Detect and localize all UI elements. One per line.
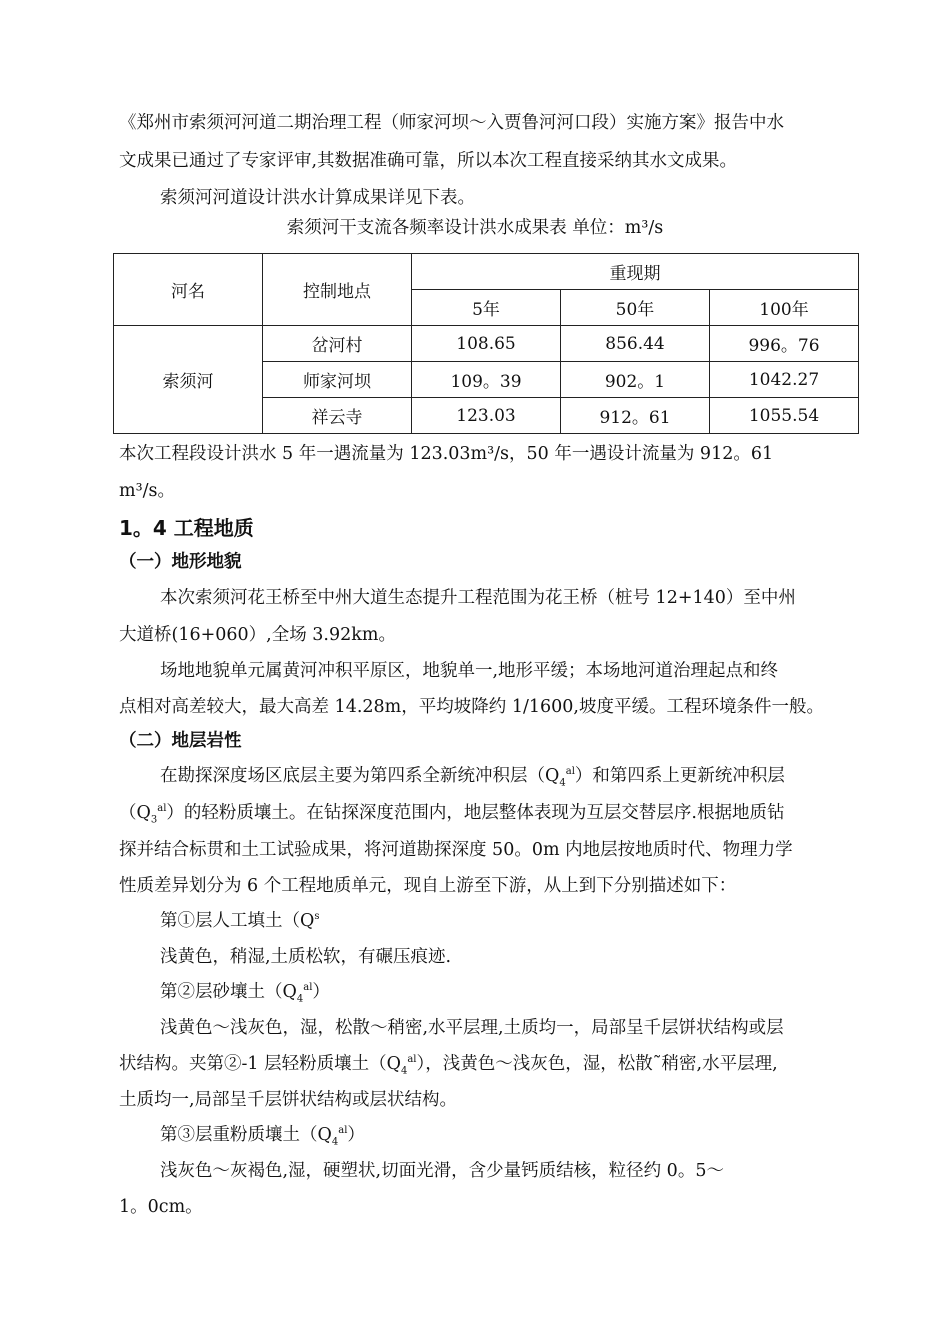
after-table-line-2: m³/s。 (119, 481, 175, 501)
flood-results-table (113, 253, 859, 434)
p50-cell: 856.44 (561, 326, 710, 362)
layer-2-desc: 状结构。夹第②-1 层轻粉质壤土$(Q_4^{al})$，浅黄色～浅灰色，湿，松散˜稍密,水平层理, (119, 1054, 778, 1077)
body-line: 大道桥(16+060）,全场 3.92km。 (119, 625, 396, 645)
body-line: 探并结合标贯和土工试验成果，将河道勘探深度 50。0m 内地层按地质时代、物理力学 (119, 840, 793, 860)
point-cell: 师家河坝 (263, 362, 412, 398)
p5-cell: 108.65 (412, 326, 561, 362)
body-line: 在勘探深度场区底层主要为第四系全新统冲积层$(Q_4^{al})$和第四系上更新统冲积层 (160, 766, 785, 789)
river-name-cell: 索须河 (114, 326, 263, 434)
header-p5: 5年 (412, 290, 561, 326)
intro-line-3: 索须河河道设计洪水计算成果详见下表。 (160, 188, 475, 208)
intro-line-1: 《郑州市索须河河道二期治理工程（师家河坝～入贾鲁河河口段）实施方案》报告中水 (119, 113, 784, 133)
layer-1-desc: 浅黄色，稍湿,土质松软，有碾压痕迹. (160, 947, 452, 967)
p50-cell: 912。61 (561, 398, 710, 434)
p100-cell: 1042.27 (710, 362, 859, 398)
p50-cell: 902。1 (561, 362, 710, 398)
body-line: 本次索须河花王桥至中州大道生态提升工程范围为花王桥（桩号 12+140）至中州 (160, 588, 796, 608)
p5-cell: 123.03 (412, 398, 561, 434)
table-caption: 索须河干支流各频率设计洪水成果表 单位：m³/s (286, 218, 664, 238)
layer-3-desc: 浅灰色～灰褐色,湿，硬塑状,切面光滑，含少量钙质结核，粒径约 0。5～ (160, 1161, 724, 1181)
point-cell: 祥云寺 (263, 398, 412, 434)
layer-2-desc: 土质均一,局部呈千层饼状结构或层状结构。 (119, 1090, 458, 1110)
after-table-line-1: 本次工程段设计洪水 5 年一遇流量为 123.03m³/s，50 年一遇设计流量为 912。61 (119, 444, 774, 464)
section-title: 1。4 工程地质 (119, 516, 254, 540)
subsection-title-1: （一）地形地貌 (119, 552, 242, 572)
body-line: 性质差异划分为 6 个工程地质单元，现自上游至下游，从上到下分别描述如下： (119, 876, 737, 896)
header-p50: 50年 (561, 290, 710, 326)
p100-cell: 996。76 (710, 326, 859, 362)
p5-cell: 109。39 (412, 362, 561, 398)
body-line: 场地地貌单元属黄河冲积平原区，地貌单一,地形平缓；本场地河道治理起点和终 (160, 661, 779, 681)
layer-1-title: 第①层人工填土（$Q^s$ (160, 911, 320, 931)
layer-2-desc: 浅黄色～浅灰色，湿，松散～稍密,水平层理,土质均一，局部呈千层饼状结构或层 (160, 1018, 784, 1038)
body-line: 点相对高差较大，最大高差 14.28m，平均坡降约 1/1600,坡度平缓。工程环境条件一般。 (119, 697, 824, 717)
layer-2-title: 第②层砂壤土$(Q_4^{al})$ (160, 982, 330, 1005)
body-line: $(Q_3^{al})$的轻粉质壤土。在钻探深度范围内，地层整体表现为互层交替层序.根据地质钻 (119, 803, 785, 826)
header-river: 河名 (114, 254, 263, 326)
header-p100: 100年 (710, 290, 859, 326)
p100-cell: 1055.54 (710, 398, 859, 434)
header-point: 控制地点 (263, 254, 412, 326)
layer-3-title: 第③层重粉质壤土$(Q_4^{al})$ (160, 1125, 365, 1148)
intro-line-2: 文成果已通过了专家评审,其数据准确可靠，所以本次工程直接采纳其水文成果。 (119, 151, 738, 171)
subsection-title-2: （二）地层岩性 (119, 731, 242, 751)
header-period: 重现期 (412, 254, 859, 290)
point-cell: 岔河村 (263, 326, 412, 362)
table-row (114, 326, 859, 362)
layer-3-desc: 1。0cm。 (119, 1197, 203, 1217)
